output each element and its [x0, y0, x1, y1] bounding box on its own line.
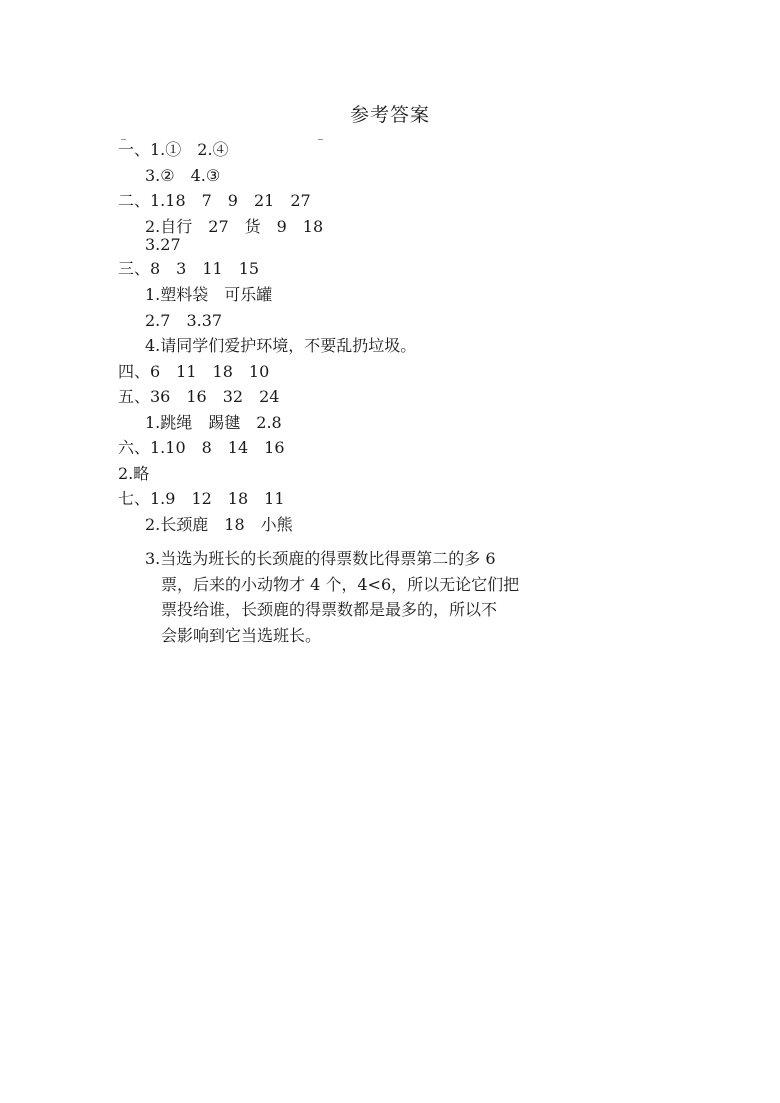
- answer-line: 二、1.18 7 9 21 27: [118, 191, 311, 210]
- answer-line: 2.7 3.37: [145, 311, 223, 330]
- answer-line: 1.塑料袋 可乐罐: [145, 285, 273, 304]
- answer-line: 三、8 3 11 15: [118, 259, 260, 278]
- answer-line: 4.请同学们爱护环境，不要乱扔垃圾。: [145, 336, 417, 355]
- paragraph-line: 票投给谁，长颈鹿的得票数都是最多的，所以不: [161, 600, 498, 619]
- answer-line: 2.自行 27 货 9 18: [145, 217, 324, 236]
- paragraph-line: 3.当选为班长的长颈鹿的得票数比得票第二的多 6: [145, 549, 496, 568]
- answer-line: 七、1.9 12 18 11: [118, 489, 285, 508]
- header-rule-mark-right: [318, 139, 323, 140]
- answer-line: 六、1.10 8 14 16: [118, 438, 285, 457]
- answer-line: 3.27: [145, 235, 181, 254]
- answer-line: 四、6 11 18 10: [118, 362, 270, 381]
- answer-line: 1.跳绳 踢毽 2.8: [145, 413, 282, 432]
- answer-line: 一、1.① 2.④: [118, 140, 229, 159]
- paragraph-line: 会影响到它当选班长。: [161, 625, 322, 645]
- answer-line: 五、36 16 32 24: [118, 387, 280, 406]
- answer-line: 2.略: [118, 464, 150, 483]
- answer-paragraph: [145, 546, 530, 648]
- answer-line: 3.② 4.③: [145, 166, 221, 185]
- answer-line: 2.长颈鹿 18 小熊: [145, 515, 293, 534]
- page-title: 参考答案: [349, 104, 430, 126]
- paragraph-line: 票，后来的小动物才 4 个，4<6，所以无论它们把: [161, 574, 520, 594]
